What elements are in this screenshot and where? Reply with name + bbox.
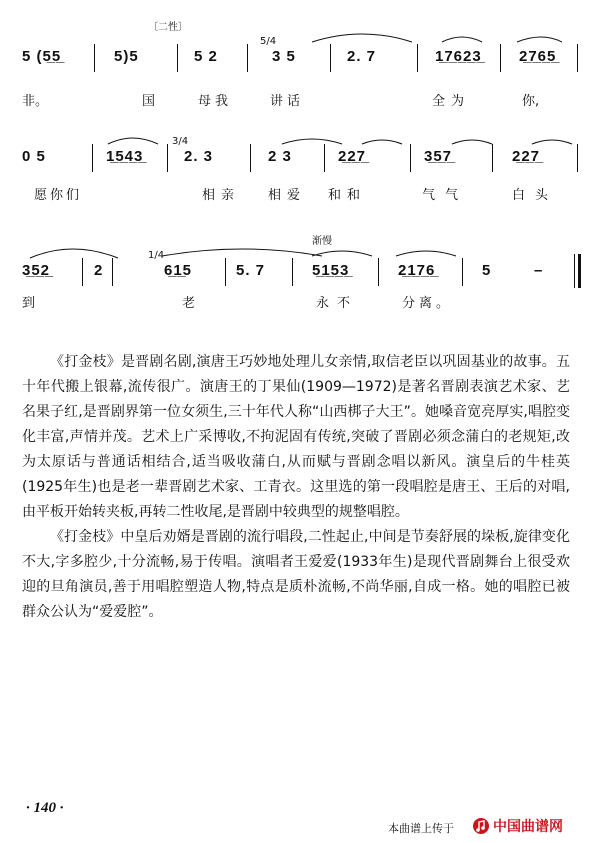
lyric: 分离。	[402, 296, 454, 311]
barline	[225, 258, 226, 286]
measure: 1̲7̲6̲2̲3̲	[435, 48, 482, 65]
site-logo-text: 中国曲谱网	[493, 819, 563, 835]
barline	[292, 258, 293, 286]
time-signature: 1/4	[148, 250, 165, 261]
page-number: · 140 ·	[26, 800, 64, 816]
lyric: 永不	[316, 296, 359, 311]
lyric: 和和	[328, 188, 367, 203]
measure: 1̲5̲4̲3̲	[106, 148, 144, 165]
slur-marks	[302, 26, 562, 46]
lyric: 老	[182, 296, 196, 311]
time-signature: 3/4	[172, 136, 189, 147]
barline	[324, 144, 325, 172]
measure: 5)5	[114, 48, 139, 65]
slur-marks	[102, 132, 582, 148]
measure: 6̲1̲5	[164, 262, 193, 279]
site-logo	[472, 816, 563, 836]
lyric: 气气	[422, 188, 469, 203]
measure: 5. 7	[236, 262, 266, 279]
measure: 3̲5̲2̲	[22, 262, 51, 279]
barline	[250, 144, 251, 172]
measure: 2̲2̲7̲	[512, 148, 541, 165]
barline	[462, 258, 463, 286]
barline	[577, 44, 578, 72]
barline	[577, 144, 578, 172]
barline	[92, 144, 93, 172]
barline	[94, 44, 95, 72]
lyric: 讲话	[270, 94, 305, 109]
barline	[167, 144, 168, 172]
barline	[177, 44, 178, 72]
lyric: 到	[22, 296, 36, 311]
lyric: 相亲	[202, 188, 241, 203]
paragraph: 《打金枝》中皇后劝婿是晋剧的流行唱段,二性起止,中间是节奏舒展的垛板,旋律变化不大,字多腔少,十分流畅,易于传唱。演唱者王爱爱(1933年生)是现代晋剧舞台上很受欢迎的旦角演员,善于用唱腔塑造人物,特点是质朴流畅,不尚华丽,自成一格。她的唱腔已被群众公认为“爱爱腔”。	[22, 529, 570, 620]
measure: 5	[482, 262, 492, 279]
measure: 2̲7̲6̲5̲	[519, 48, 557, 65]
barline	[417, 44, 418, 72]
measure: 5̲1̲5̲3̲	[312, 262, 350, 279]
measure: 5 (5̲5̲	[22, 48, 62, 65]
mode-label: 〔二性〕	[148, 22, 188, 33]
barline	[112, 258, 113, 286]
measure: –	[534, 262, 544, 279]
commentary	[22, 350, 570, 625]
barline	[82, 258, 83, 286]
measure: 2 3	[268, 148, 292, 165]
lyric: 白头	[512, 188, 559, 203]
lyric: 母我	[198, 94, 233, 109]
upload-note: 本曲谱上传于	[388, 822, 454, 835]
measure: 2. 7	[347, 48, 377, 65]
measure: 2. 3	[184, 148, 214, 165]
barline	[330, 44, 331, 72]
measure: 0 5	[22, 148, 46, 165]
lyric: 非。	[22, 94, 49, 109]
tempo-label: 渐慢	[312, 236, 332, 247]
paragraph: 《打金枝》是晋剧名剧,演唐王巧妙地处理儿女亲情,取信老臣以巩固基业的故事。五十年代搬上银幕,流传很广。演唐王的丁果仙(1909—1972)是著名晋剧表演艺术家、艺名果子红,是晋剧界第一位女须生,三十年代人称“山西梆子大王”。她嗓音宽亮厚实,唱腔变化丰富,声情并茂。艺术上广采博收,不拘泥固有传统,突破了晋剧必须念蒲白的老规矩,改为太原话与普通话相结合,适当吸收蒲白,从而赋与晋剧念唱以新风。演皇后的牛桂英(1925年生)也是老一辈晋剧艺术家、工青衣。这里选的第一段唱腔是唐王、王后的对唱,由平板开始转夹板,再转二性收尾,是晋剧中较典型的规整唱腔。	[22, 354, 570, 520]
measure: 2̲1̲7̲6̲	[398, 262, 436, 279]
measure: 3̲5̲7̲	[424, 148, 453, 165]
slur-marks	[22, 238, 582, 262]
measure: 5 2	[194, 48, 218, 65]
barline	[492, 144, 493, 172]
lyric: 你,	[522, 94, 540, 109]
time-signature: 5/4	[260, 36, 277, 47]
lyric: 国	[142, 94, 156, 109]
measure: 2	[94, 262, 104, 279]
measure: 2̲2̲7̲	[338, 148, 367, 165]
barline	[378, 258, 379, 286]
barline	[247, 44, 248, 72]
music-note-icon	[472, 817, 490, 835]
barline	[410, 144, 411, 172]
measure: 3 5	[272, 48, 296, 65]
lyric: 相爱	[268, 188, 307, 203]
lyric: 全为	[432, 94, 471, 109]
barline	[500, 44, 501, 72]
lyric: 愿你们	[34, 188, 83, 203]
